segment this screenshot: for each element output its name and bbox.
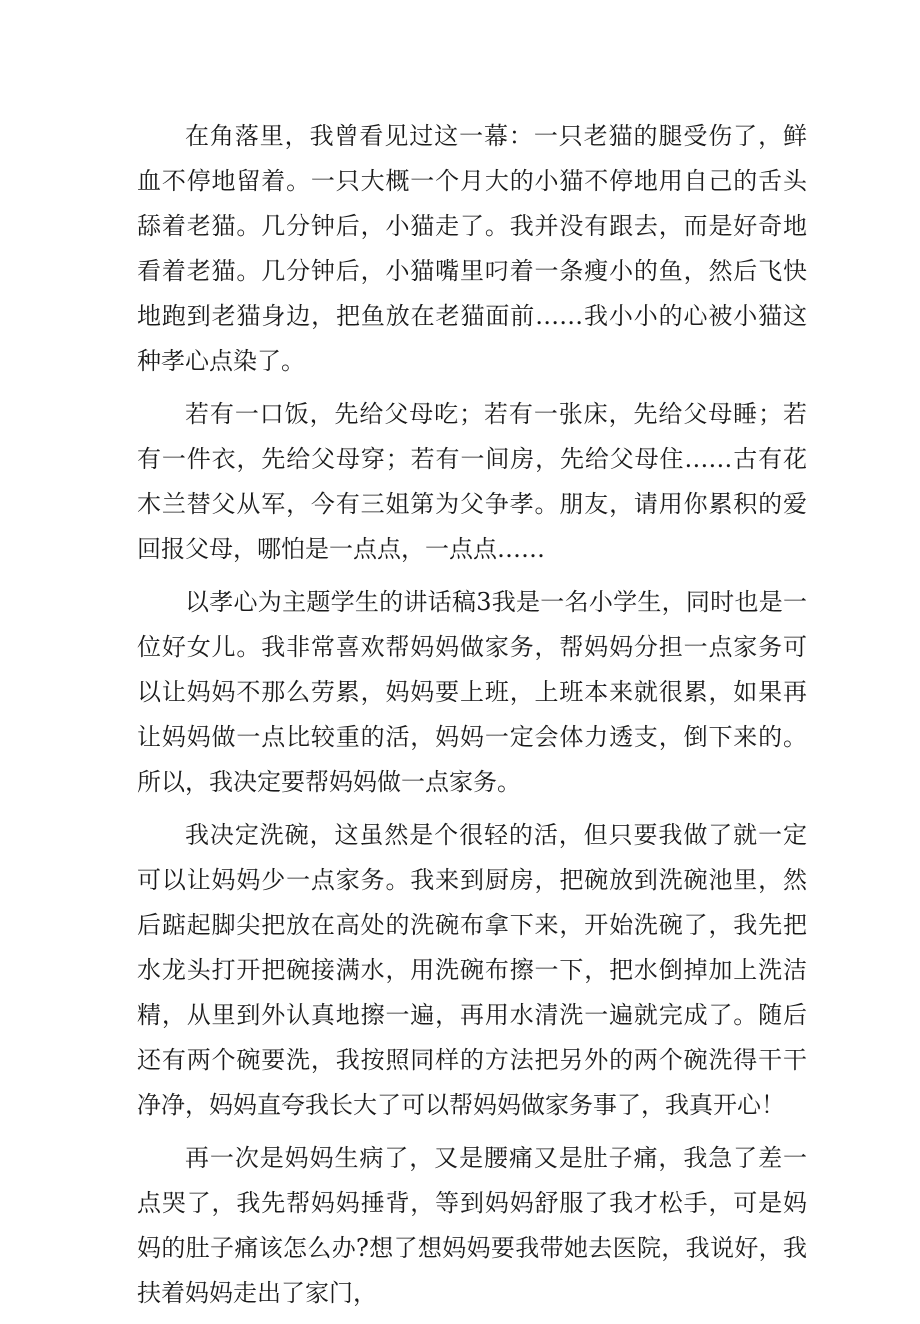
paragraph-3: 以孝心为主题学生的讲话稿3我是一名小学生，同时也是一位好女儿。我非常喜欢帮妈妈做家务，帮妈妈分担一点家务可以让妈妈不那么劳累，妈妈要上班，上班本来就很累，如果再让妈妈做一点比较重的活，妈妈一定会体力透支，倒下来的。所以，我决定要帮妈妈做一点家务。 <box>137 588 807 796</box>
paragraph-1: 在角落里，我曾看见过这一幕：一只老猫的腿受伤了，鲜血不停地留着。一只大概一个月大的小猫不停地用自己的舌头舔着老猫。几分钟后，小猫走了。我并没有跟去，而是好奇地看着老猫。几分钟后，小猫嘴里叼着一条瘦小的鱼，然后飞快地跑到老猫身边，把鱼放在老猫面前……我小小的心被小猫这种孝心点染了。 <box>137 122 807 375</box>
paragraph-4: 我决定洗碗，这虽然是个很轻的活，但只要我做了就一定可以让妈妈少一点家务。我来到厨房，把碗放到洗碗池里，然后踮起脚尖把放在高处的洗碗布拿下来，开始洗碗了，我先把水龙头打开把碗接满水，用洗碗布擦一下，把水倒掉加上洗洁精，从里到外认真地擦一遍，再用水清洗一遍就完成了。随后还有两个碗要洗，我按照同样的方法把另外的两个碗洗得干干净净，妈妈直夸我长大了可以帮妈妈做家务事了，我真开心！ <box>137 821 807 1119</box>
document-body <box>137 114 807 1324</box>
paragraph-2: 若有一口饭，先给父母吃；若有一张床，先给父母睡；若有一件衣，先给父母穿；若有一间房，先给父母住……古有花木兰替父从军，今有三姐第为父争孝。朋友，请用你累积的爱回报父母，哪怕是一点点，一点点…… <box>137 400 807 563</box>
paragraph-5: 再一次是妈妈生病了，又是腰痛又是肚子痛，我急了差一点哭了，我先帮妈妈捶背，等到妈妈舒服了我才松手，可是妈妈的肚子痛该怎么办?想了想妈妈要我带她去医院，我说好，我扶着妈妈走出了家门， <box>137 1144 807 1307</box>
